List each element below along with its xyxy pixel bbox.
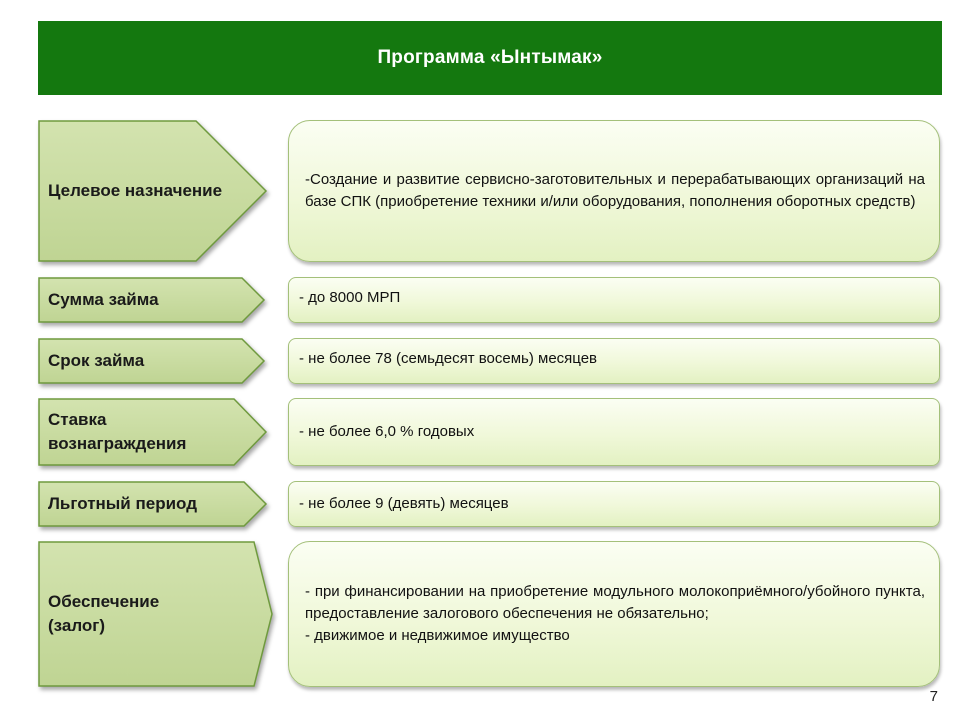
label-text: Обеспечение (залог) [48, 592, 160, 635]
collateral-line: - при финансировании на приобретение модульного молокоприёмного/убойного пункта, предоставление залогового обеспечения не обязательно; [305, 583, 925, 622]
label-loan-amount [38, 277, 266, 323]
value-text: - не более 6,0 % годовых [299, 423, 475, 440]
label-interest-rate [38, 398, 268, 466]
label-collateral [38, 541, 274, 687]
title-banner [38, 21, 942, 95]
label-text: Сумма займа [48, 290, 159, 309]
value-grace-period [288, 481, 940, 527]
value-text: -Создание и развитие сервисно-заготовительных и перерабатывающих организаций на базе СПК (приобретение техники и/или оборудования, пополнения оборотных средств) [305, 171, 925, 210]
value-collateral [288, 541, 940, 687]
value-loan-term [288, 338, 940, 384]
value-text: - не более 9 (девять) месяцев [299, 495, 509, 512]
label-text: Срок займа [48, 351, 145, 370]
value-text [305, 581, 925, 647]
label-text: Льготный период [48, 494, 197, 513]
label-target-purpose [38, 120, 268, 262]
value-text: - не более 78 (семьдесят восемь) месяцев [299, 350, 598, 367]
value-interest-rate [288, 398, 940, 466]
label-text: Целевое назначение [48, 181, 223, 200]
label-grace-period [38, 481, 268, 527]
value-loan-amount [288, 277, 940, 323]
collateral-line: - движимое и недвижимое имущество [305, 627, 570, 644]
label-loan-term [38, 338, 266, 384]
value-text: - до 8000 МРП [299, 289, 401, 306]
page-number: 7 [929, 688, 938, 705]
value-target-purpose [288, 120, 940, 262]
label-text: Ставка вознаграждения [48, 410, 187, 453]
page-title: Программа «Ынтымак» [377, 47, 603, 68]
